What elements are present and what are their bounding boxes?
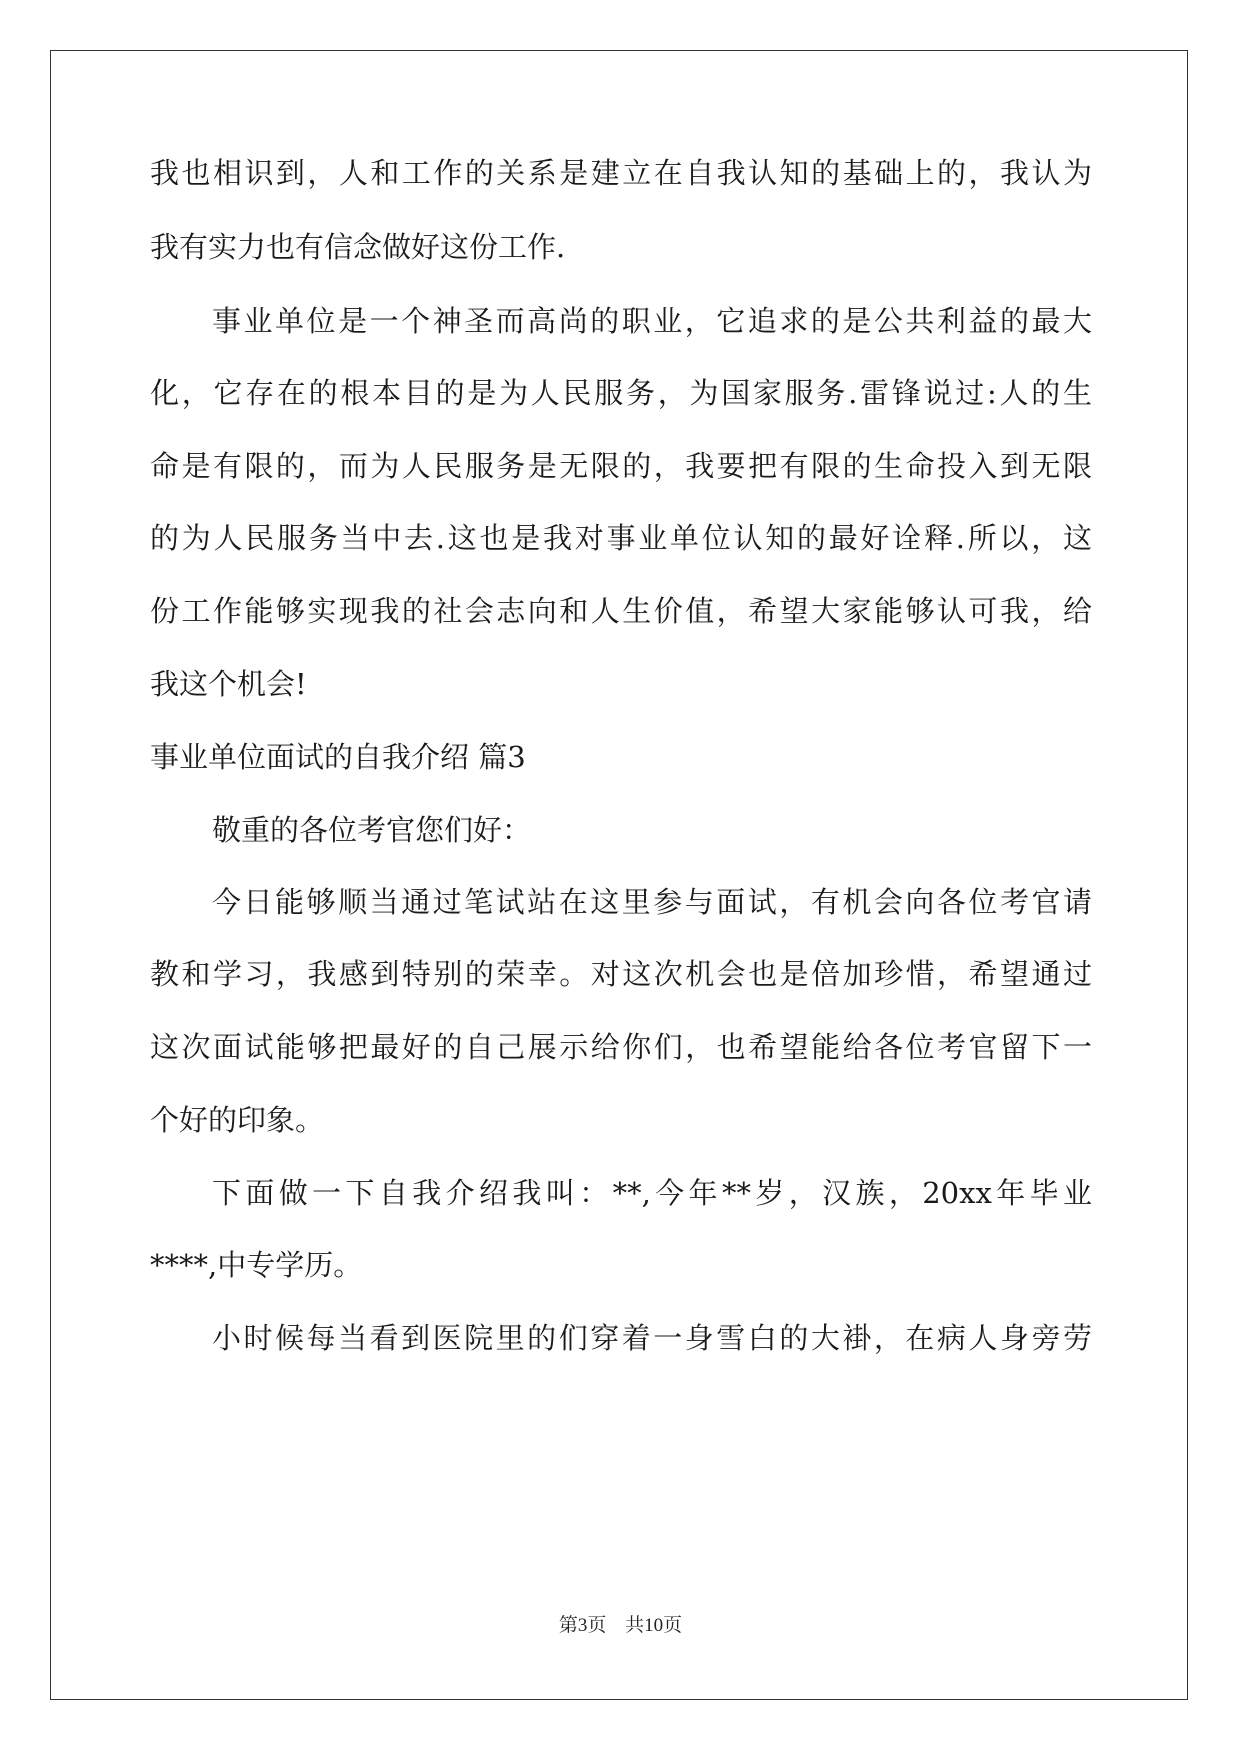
page-footer [0,1614,1241,1638]
paragraph-line: 事业单位是一个神圣而高尚的职业，它追求的是公共利益的最大 [212,304,1092,338]
paragraph-line: 我有实力也有信念做好这份工作. [150,230,566,264]
paragraph-line: 化，它存在的根本目的是为人民服务，为国家服务.雷锋说过:人的生 [150,376,1092,410]
paragraph-line: 我这个机会! [150,667,307,701]
page-number: 第3页 [558,1615,607,1636]
paragraph-line: 教和学习，我感到特别的荣幸。对这次机会也是倍加珍惜，希望通过 [150,957,1092,991]
section-heading: 事业单位面试的自我介绍 篇3 [150,740,526,774]
page-total: 共10页 [625,1615,683,1636]
paragraph-line: 今日能够顺当通过笔试站在这里参与面试，有机会向各位考官请 [212,885,1092,919]
paragraph-line: 命是有限的，而为人民服务是无限的，我要把有限的生命投入到无限 [150,449,1092,483]
paragraph-line: 这次面试能够把最好的自己展示给你们，也希望能给各位考官留下一 [150,1030,1092,1064]
page-border [50,50,1188,1700]
salutation-line: 敬重的各位考官您们好： [212,813,532,847]
paragraph-line: 的为人民服务当中去.这也是我对事业单位认知的最好诠释.所以，这 [150,521,1092,555]
paragraph-line: 我也相识到，人和工作的关系是建立在自我认知的基础上的，我认为 [150,156,1092,190]
paragraph-line: 份工作能够实现我的社会志向和人生价值，希望大家能够认可我，给 [150,594,1092,628]
paragraph-line: 小时候每当看到医院里的们穿着一身雪白的大褂，在病人身旁劳 [212,1321,1092,1355]
paragraph-line: 个好的印象。 [150,1103,325,1137]
paragraph-line: ****,中专学历。 [150,1248,363,1282]
paragraph-line: 下面做一下自我介绍我叫：**,今年**岁，汉族，20xx年毕业 [212,1176,1092,1210]
